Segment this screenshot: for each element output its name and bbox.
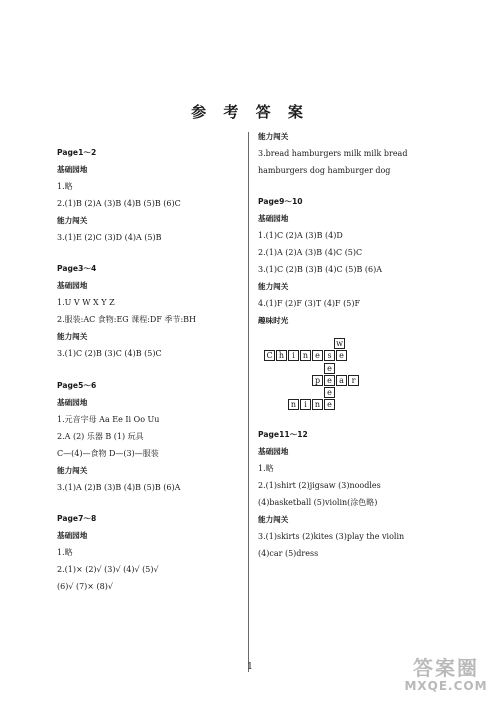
left-answer-line-16: C—(4)—食物 D—(3)—服装 (57, 449, 159, 458)
right-page-heading-11: Page11～12 (258, 430, 308, 439)
left-answer-line-18: 3.(1)A (2)B (3)B (4)B (5)B (6)A (57, 483, 181, 492)
crossword-cell: i (300, 399, 311, 410)
right-answer-line-13: 1.略 (258, 464, 274, 473)
left-section-heading-4: 能力闯关 (57, 216, 88, 225)
left-page-heading-19: Page7～8 (57, 514, 97, 523)
crossword-cell: C (264, 350, 275, 361)
left-answer-line-9: 2.服装:AC 食物:EG 课程:DF 季节:BH (57, 315, 196, 324)
crossword-cell: e (324, 363, 335, 374)
column-divider (248, 132, 249, 672)
crossword-cell: n (300, 350, 311, 361)
crossword-cell: a (336, 375, 347, 386)
left-answer-line-5: 3.(1)E (2)C (3)D (4)A (5)B (57, 233, 162, 242)
left-answer-line-15: 2.A (2) 乐器 B (1) 玩具 (57, 432, 144, 441)
crossword-cell: e (312, 350, 323, 361)
right-section-heading-12: 基础园地 (258, 447, 289, 456)
page-title: 参 考 答 案 (191, 103, 309, 121)
right-answer-line-1: 3.bread hamburgers milk milk bread (258, 149, 408, 158)
watermark-text-2: MXQE.COM (404, 679, 488, 693)
crossword-cell: e (324, 387, 335, 398)
left-section-heading-7: 基础园地 (57, 281, 88, 290)
right-answer-line-5: 1.(1)C (2)A (3)B (4)D (258, 231, 343, 240)
left-answer-line-23: (6)√ (7)× (8)√ (57, 582, 113, 591)
crossword-cell: r (348, 375, 359, 386)
crossword-cell: p (312, 375, 323, 386)
right-section-heading-0: 能力闯关 (258, 132, 289, 141)
left-answer-line-22: 2.(1)× (2)√ (3)√ (4)√ (5)√ (57, 565, 159, 574)
left-page-heading-0: Page1～2 (57, 148, 97, 157)
left-section-heading-20: 基础园地 (57, 531, 88, 540)
right-section-heading-4: 基础园地 (258, 214, 289, 223)
crossword-cell: n (288, 399, 299, 410)
right-answer-line-14: 2.(1)shirt (2)jigsaw (3)noodles (258, 481, 381, 490)
crossword-cell: e (324, 399, 335, 410)
left-answer-line-14: 1.元音字母 Aa Ee Ii Oo Uu (57, 415, 160, 424)
left-answer-line-8: 1.U V W X Y Z (57, 298, 115, 307)
right-section-heading-10: 趣味时光 (258, 316, 289, 325)
right-answer-line-2: hamburgers dog hamburger dog (258, 166, 391, 175)
left-section-heading-1: 基础园地 (57, 165, 88, 174)
left-column (57, 0, 242, 703)
right-section-heading-16: 能力闯关 (258, 515, 289, 524)
left-answer-line-21: 1.略 (57, 548, 73, 557)
crossword-cell: s (324, 350, 335, 361)
watermark-text-1: 答案圈 (413, 656, 479, 680)
crossword-cell: w (334, 338, 345, 349)
right-answer-line-9: 4.(1)F (2)F (3)T (4)F (5)F (258, 299, 361, 308)
crossword-cell: e (324, 375, 335, 386)
crossword-cell: h (276, 350, 287, 361)
left-answer-line-2: 1.略 (57, 182, 73, 191)
crossword-puzzle (264, 338, 364, 412)
left-answer-line-11: 3.(1)C (2)B (3)C (4)B (5)C (57, 349, 162, 358)
right-answer-line-7: 3.(1)C (2)B (3)B (4)C (5)B (6)A (258, 265, 382, 274)
page-number: 1 (247, 662, 253, 672)
crossword-cell: e (336, 350, 347, 361)
right-page-heading-3: Page9～10 (258, 197, 303, 206)
left-answer-line-3: 2.(1)B (2)A (3)B (4)B (5)B (6)C (57, 199, 181, 208)
left-section-heading-17: 能力闯关 (57, 466, 88, 475)
left-section-heading-13: 基础园地 (57, 398, 88, 407)
right-answer-line-6: 2.(1)A (2)A (3)B (4)C (5)C (258, 248, 363, 257)
left-page-heading-12: Page5～6 (57, 381, 97, 390)
right-answer-line-17: 3.(1)skirts (2)kites (3)play the violin (258, 532, 405, 541)
left-section-heading-10: 能力闯关 (57, 332, 88, 341)
right-answer-line-18: (4)car (5)dress (258, 549, 319, 558)
right-answer-line-15: (4)basketball (5)violin(涂色略) (258, 498, 378, 507)
crossword-cell: n (312, 399, 323, 410)
left-page-heading-6: Page3～4 (57, 264, 97, 273)
right-section-heading-8: 能力闯关 (258, 282, 289, 291)
watermark-logo (400, 657, 492, 697)
crossword-cell: i (288, 350, 299, 361)
